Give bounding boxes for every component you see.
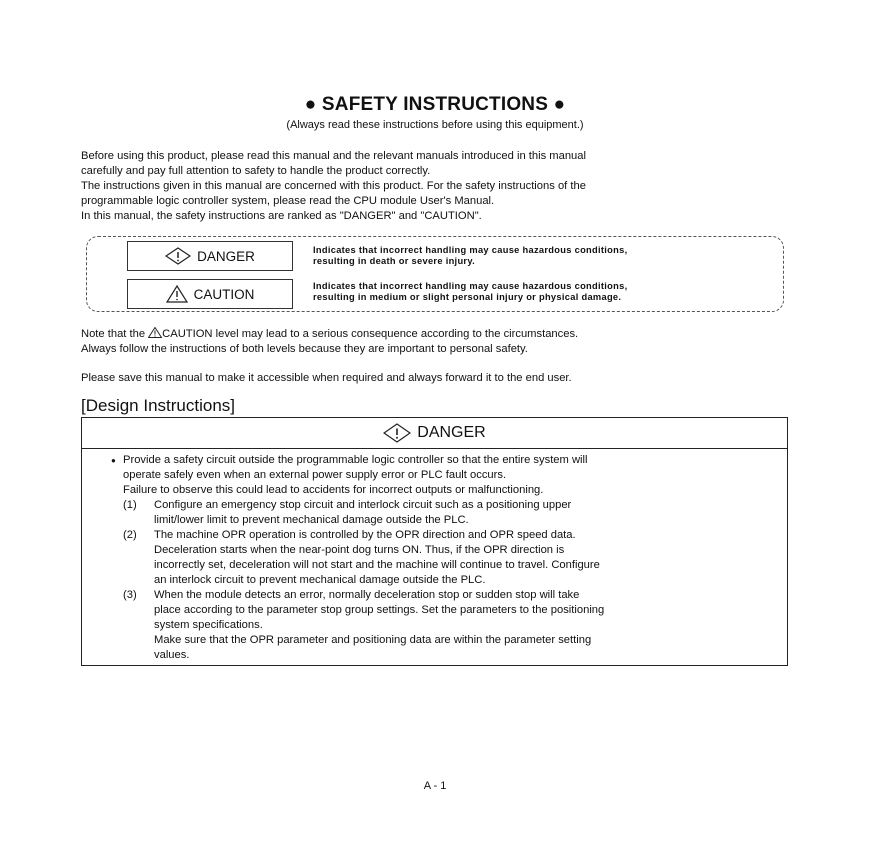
safety-level-legend [86,236,784,312]
caution-triangle-icon [148,327,162,338]
numbered-item [82,528,787,543]
note-suffix: CAUTION level may lead to a serious consequence according to the circumstances. [162,328,579,340]
danger-description [313,245,627,267]
danger-label-box [127,241,293,271]
intro-paragraph [81,149,781,224]
caution-label: CAUTION [193,286,255,302]
save-note: Please save this manual to make it accessible when required and always forward it to the end user. [81,372,572,384]
intro-line: In this manual, the safety instructions are ranked as "DANGER" and "CAUTION". [81,210,482,222]
danger-label: DANGER [197,248,255,264]
item-text: The machine OPR operation is controlled by the OPR direction and OPR speed data. [154,529,576,541]
danger-table-header [82,418,787,449]
item-number: (1) [123,499,137,511]
item-line: Make sure that the OPR parameter and positioning data are within the parameter setting [154,634,592,646]
intro-line: carefully and pay full attention to safety to handle the product correctly. [81,165,431,177]
item-line: system specifications. [154,619,263,631]
bullet-icon: ● [111,456,116,465]
item-line: values. [154,649,190,661]
item-line: Deceleration starts when the near-point dog turns ON. Thus, if the OPR direction is [154,544,565,556]
note-paragraph [81,327,781,357]
item-line: incorrectly set, deceleration will not start and the machine will continue to travel. Configure [154,559,600,571]
danger-header-label: DANGER [417,424,486,441]
intro-line: Before using this product, please read this manual and the relevant manuals introduced in this manual [81,150,586,162]
danger-diamond-icon [165,247,191,265]
danger-table-body [82,449,787,663]
item-line: place according to the parameter stop group settings. Set the parameters to the positioning [154,604,605,616]
caution-description [313,281,627,303]
item-line: limit/lower limit to prevent mechanical damage outside the PLC. [154,514,469,526]
note-prefix: Note that the [81,328,149,340]
bullet-line [82,453,787,468]
caution-desc-line: resulting in medium or slight personal injury or physical damage. [313,292,622,302]
design-danger-table [81,417,788,666]
item-line: an interlock circuit to prevent mechanical damage outside the PLC. [154,574,486,586]
caution-triangle-icon [166,285,188,303]
bullet-line: operate safely even when an external power supply error or PLC fault occurs. [123,469,507,481]
intro-line: The instructions given in this manual are concerned with this product. For the safety instructions of the [81,180,586,192]
caution-desc-line: Indicates that incorrect handling may cause hazardous conditions, [313,281,628,291]
page-title: ● SAFETY INSTRUCTIONS ● [304,94,566,115]
danger-desc-line: Indicates that incorrect handling may cause hazardous conditions, [313,245,628,255]
numbered-item [82,588,787,603]
caution-label-box [127,279,293,309]
item-text: Configure an emergency stop circuit and interlock circuit such as a positioning upper [154,499,572,511]
item-text: When the module detects an error, normally deceleration stop or sudden stop will take [154,589,580,601]
numbered-item [82,498,787,513]
danger-desc-line: resulting in death or severe injury. [313,256,476,266]
intro-line: programmable logic controller system, please read the CPU module User's Manual. [81,195,495,207]
item-number: (2) [123,529,137,541]
bullet-text: Provide a safety circuit outside the programmable logic controller so that the entire system will [123,454,588,466]
item-number: (3) [123,589,137,601]
note-line: Always follow the instructions of both levels because they are important to personal safety. [81,343,528,355]
bullet-line: Failure to observe this could lead to accidents for incorrect outputs or malfunctioning. [123,484,544,496]
section-title: [Design Instructions] [81,396,236,415]
page-subtitle: (Always read these instructions before using this equipment.) [286,119,584,131]
note-line [81,327,781,342]
danger-diamond-icon [383,423,411,443]
page-number: A - 1 [423,780,447,792]
